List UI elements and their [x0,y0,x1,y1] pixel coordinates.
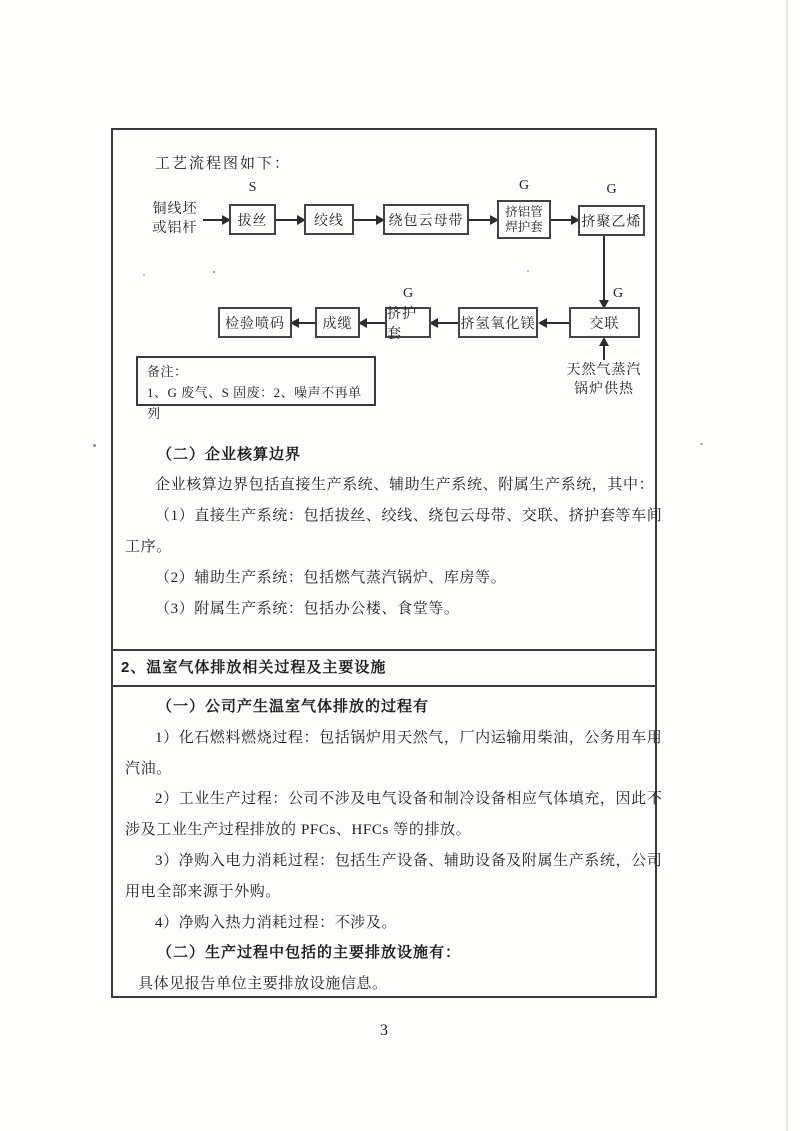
flow-node-mica-tape: 绕包云母带 [383,204,469,235]
boundary-heading: （二）企业核算边界 [157,446,302,463]
tag-gas: G [606,182,617,197]
boundary-line: 企业核算边界包括直接生产系统、辅助生产系统、附属生产系统，其中： [155,477,655,493]
emission-line: 具体见报告单位主要排放设施信息。 [138,976,388,993]
heat-source-label: 天然气蒸汽 锅炉供热 [566,363,642,397]
scan-speck [700,443,703,445]
boundary-line: （1）直接生产系统：包括拔丝、绞线、绕包云母带、交联、挤护套等车间 [155,508,663,524]
arrow-left [431,322,458,324]
boundary-line: 工序。 [125,539,172,555]
emission-subheading: （二）生产过程中包括的主要排放设施有： [157,944,462,962]
emission-line: 用电全部来源于外购。 [125,883,282,900]
flow-node-inspection-printing: 检验喷码 [218,307,292,338]
boundary-line: （3）附属生产系统：包括办公楼、食堂等。 [155,601,460,617]
emission-process-cell [111,685,663,998]
flow-node-sheath-extrusion: 挤护套 [385,307,431,338]
emission-section [125,692,663,1000]
scan-speck [213,271,215,273]
flow-node-cabling: 成缆 [315,307,360,338]
flow-node-aluminum-sheath: 挤铝管 焊护套 [497,200,551,239]
arrow-right [551,219,578,221]
flow-node-stranding: 绞线 [304,204,354,235]
arrow-right [203,219,229,221]
note-title: 备注： [147,364,188,379]
tag-solid-waste: S [248,180,257,195]
arrow-right [354,219,383,221]
arrow-up [603,339,605,360]
arrow-right [276,219,304,221]
section-heading: 2、温室气体排放相关过程及主要设施 [121,659,387,676]
scan-edge-line [786,0,788,1131]
emission-line: 1）化石燃料燃烧过程：包括锅炉用天然气，厂内运输用柴油，公务用车用 [155,729,663,746]
page-number: 3 [380,1022,388,1039]
emission-line: 3）净购入电力消耗过程：包括生产设备、辅助设备及附属生产系统，公司 [155,852,663,869]
tag-gas: G [402,286,414,301]
scan-speck [527,270,529,272]
tag-gas: G [518,178,530,193]
emission-line: 2）工业生产过程：公司不涉及电气设备和制冷设备相应气体填充，因此不 [155,791,663,808]
boundary-line: （2）辅助生产系统：包括燃气蒸汽锅炉、库房等。 [155,570,507,586]
section-header-row [111,649,657,687]
process-flow-cell [111,128,663,651]
flow-node-magnesium-hydroxide: 挤氢氧化镁 [458,307,538,338]
arrow-down [603,236,605,307]
note-box [136,356,376,421]
flow-node-pe-extrusion: 挤聚乙烯 [578,205,645,236]
flow-source-label: 铜线坯 或铝杆 [152,202,198,236]
tag-gas: G [613,286,624,301]
arrow-left [540,322,569,324]
flow-title: 工艺流程图如下： [155,156,292,172]
arrow-right [469,219,497,221]
flow-node-wire-drawing: 拔丝 [229,204,276,235]
emission-line: 汽油。 [125,760,172,777]
arrow-left [292,322,315,324]
boundary-section [125,439,663,625]
scan-speck [143,274,145,276]
scan-speck [93,444,96,447]
emission-line: 4）净购入热力消耗过程：不涉及。 [155,914,398,931]
emission-subheading: （一）公司产生温室气体排放的过程有 [157,698,430,715]
flow-node-crosslinking: 交联 [569,307,640,338]
emission-line: 涉及工业生产过程排放的 PFCs、HFCs 等的排放。 [125,822,472,839]
note-content: 1、G 废气、S 固废：2、噪声不再单列 [147,385,362,421]
arrow-left [360,322,385,324]
